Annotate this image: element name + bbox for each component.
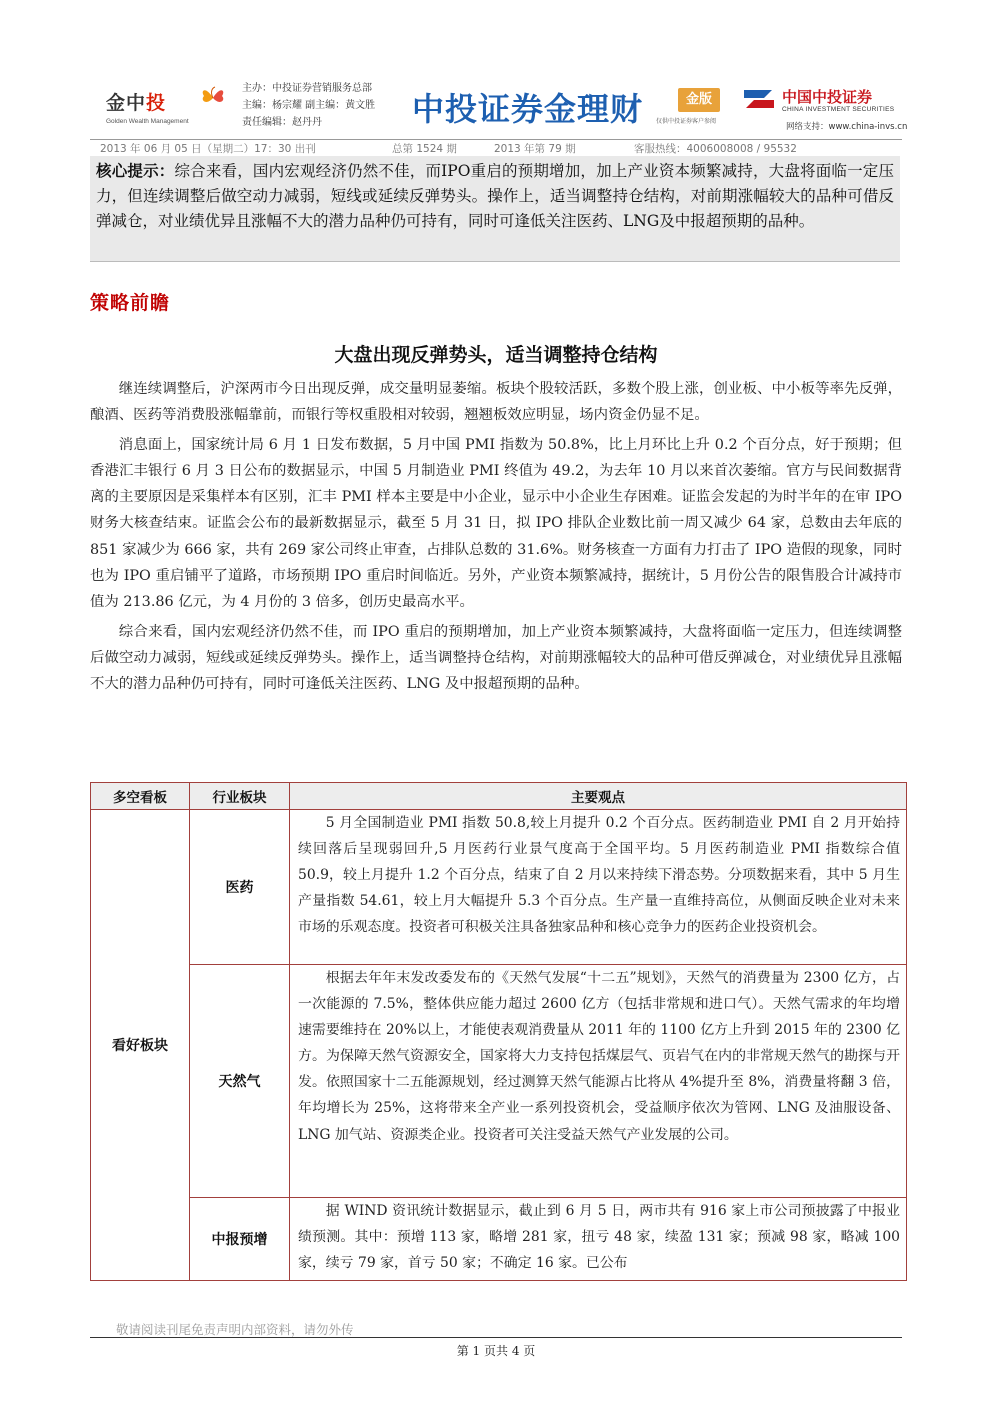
logo-wordmark: 金中投 <box>106 92 167 114</box>
logo-subtitle: Golden Wealth Management <box>106 118 189 125</box>
disclaimer: 敬请阅读刊尾免责声明内部资料，请勿外传 <box>116 1322 354 1337</box>
paragraph-news: 消息面上，国家统计局 6 月 1 日发布数据，5 月中国 PMI 指数为 50.8%，比上月环比上升 0.2 个百分点，好于预期；但香港汇丰银行 6 月 3 日公布的数据显示，中国 5 月制造业 PMI 终值为 49.2，为去年 10 月以来首次萎缩。官方与民间数据背离的主要原因是采集样本有区别，汇丰 PMI 样本主要是中小企业，显示中小企业生存困难。证监会发起的为时半年的在审 IPO 财务大核查结束。证监会公布的最新数据显示，截至 5 月 31 日，拟 IPO 排队企业数比前一周又减少 64 家，总数由去年底的 851 家减少为 666 家，共有 269 家公司终止审查，占排队总数的 31.6%。财务核查一方面有力打击了 IPO 造假的现象，同时也为 IPO 重启铺平了道路，市场预期 IPO 重启时间临近。另外，产业资本频繁减持，据统计，5 月份公告的限售股合计减持市值为 213.86 亿元，为 4 月份的 3 倍多，创历史最高水平。 <box>90 436 902 611</box>
issue-info-bar <box>90 139 902 156</box>
publication-title: 中投证券金理财 <box>412 90 644 128</box>
view-cell <box>290 810 907 965</box>
article-title: 大盘出现反弹势头，适当调整持仓结构 <box>334 344 658 366</box>
group-label: 看好板块 <box>91 810 190 1281</box>
view-cell <box>290 1198 907 1281</box>
company-mark-icon <box>742 86 776 112</box>
hotline: 客服热线：4006008008 / 95532 <box>634 143 797 155</box>
key-tip-text: 综合来看，国内宏观经济仍然不佳，而IPO重启的预期增加，加上产业资本频繁减持，大盘将面临一定压力，但连续调整后做空动力减弱，短线或延续反弹势头。操作上，适当调整持仓结构，对前期涨幅较大的品种可借反弹减仓，对业绩优异且涨幅不大的潜力品种仍可持有，同时可逢低关注医药、LNG及中报超预期的品种。 <box>96 162 894 230</box>
butterfly-icon <box>198 82 228 112</box>
staff-sponsor: 主办：中投证券营销服务总部 <box>242 83 372 94</box>
article-body <box>90 376 902 698</box>
staff-list <box>242 80 375 131</box>
key-tip-box <box>90 156 900 262</box>
staff-responsible-editor: 责任编辑：赵丹丹 <box>242 117 322 128</box>
company-name-cn: 中国中投证券 <box>782 88 873 106</box>
table-header-row <box>91 783 907 810</box>
section-heading: 策略前瞻 <box>90 292 171 314</box>
paragraph-summary: 综合来看，国内宏观经济仍然不佳，而 IPO 重启的预期增加，加上产业资本频繁减持，大盘将面临一定压力，但连续调整后做空动力减弱，短线或延续反弹势头。操作上，适当调整持仓结构，对前期涨幅较大的品种可借反弹减仓，对业绩优异且涨幅不大的潜力品种仍可持有，同时可逢低关注医药、LNG 及中报超预期的品种。 <box>90 623 902 693</box>
sector-cell: 中报预增 <box>190 1198 290 1281</box>
golden-wealth-logo <box>106 80 226 130</box>
page-number: 第 1 页共 4 页 <box>456 1344 536 1358</box>
sector-board-table <box>90 782 907 1281</box>
footer-divider <box>90 1337 902 1338</box>
paragraph-market: 继连续调整后，沪深两市今日出现反弹，成交量明显萎缩。板块个股较活跃，多数个股上涨，创业板、中小板等率先反弹，酿酒、医药等消费股涨幅靠前，而银行等权重股相对较弱，翘翘板效应明显，场内资金仍显不足。 <box>90 381 902 424</box>
publication-subtitle: 仅供中投证券客户参阅 <box>656 118 717 125</box>
sector-cell: 天然气 <box>190 965 290 1198</box>
col-header-board: 多空看板 <box>91 783 190 810</box>
year-issue-number: 2013 年第 79 期 <box>494 143 576 155</box>
view-text: 据 WIND 资讯统计数据显示，截止到 6 月 5 日，两市共有 916 家上市公司预披露了中报业绩预测。其中：预增 113 家，略增 281 家，扭亏 48 家，续盈 131 家；预减 98 家，略减 100 家，续亏 79 家，首亏 50 家；不确定 16 家。已公布 <box>298 1203 900 1272</box>
company-logo <box>742 84 908 134</box>
view-cell <box>290 965 907 1198</box>
issue-date: 2013 年 06 月 05 日（星期二）17：30 出刊 <box>100 143 316 155</box>
edition-badge: 金版 <box>678 88 720 112</box>
staff-editors: 主编：杨宗耀 副主编：黄文胜 <box>242 100 376 111</box>
sector-cell: 医药 <box>190 810 290 965</box>
view-text: 根据去年年末发改委发布的《天然气发展“十二五”规划》，天然气的消费量为 2300 亿方，占一次能源的 7.5%，整体供应能力超过 2600 亿方（包括非常规和进口气）。天然气需求的年均增速需要维持在 20%以上，才能使表观消费量从 2011 年的 1100 亿方上升到 2015 年的 2300 亿方。为保障天然气资源安全，国家将大力支持包括煤层气、页岩气在内的非常规天然气的勘探与开发。依照国家十二五能源规划，经过测算天然气能源占比将从 4%提升至 8%，消费量将翻 3 倍，年均增长为 25%，这将带来全产业一系列投资机会，受益顺序依次为管网、LNG 及油服设备、LNG 加气站、资源类企业。投资者可关注受益天然气产业发展的公司。 <box>298 970 900 1143</box>
col-header-view: 主要观点 <box>290 783 907 810</box>
table-row <box>91 965 907 1198</box>
company-name-en: CHINA INVESTMENT SECURITIES <box>782 106 895 113</box>
table-row <box>91 810 907 965</box>
masthead <box>90 74 908 138</box>
table-row <box>91 1198 907 1281</box>
key-tip-label: 核心提示： <box>96 161 175 180</box>
view-text: 5 月全国制造业 PMI 指数 50.8,较上月提升 0.2 个百分点。医药制造业 PMI 自 2 月开始持续回落后呈现弱回升,5 月医药行业景气度高于全国平均。5 月医药制造业 PMI 指数综合值 50.9，较上月提升 1.2 个百分点，结束了自 2 月以来持续下滑态势。分项数据来看，其中 5 月生产量指数 54.61，较上月大幅提升 5.3 个百分点。生产量一直维持高位，从侧面反映企业对未来市场的乐观态度。投资者可积极关注具备独家品种和核心竞争力的医药企业投资机会。 <box>298 815 900 936</box>
website-link[interactable]: 网络支持：www.china-invs.cn <box>786 122 908 132</box>
total-issue-number: 总第 1524 期 <box>392 143 457 155</box>
col-header-sector: 行业板块 <box>190 783 290 810</box>
